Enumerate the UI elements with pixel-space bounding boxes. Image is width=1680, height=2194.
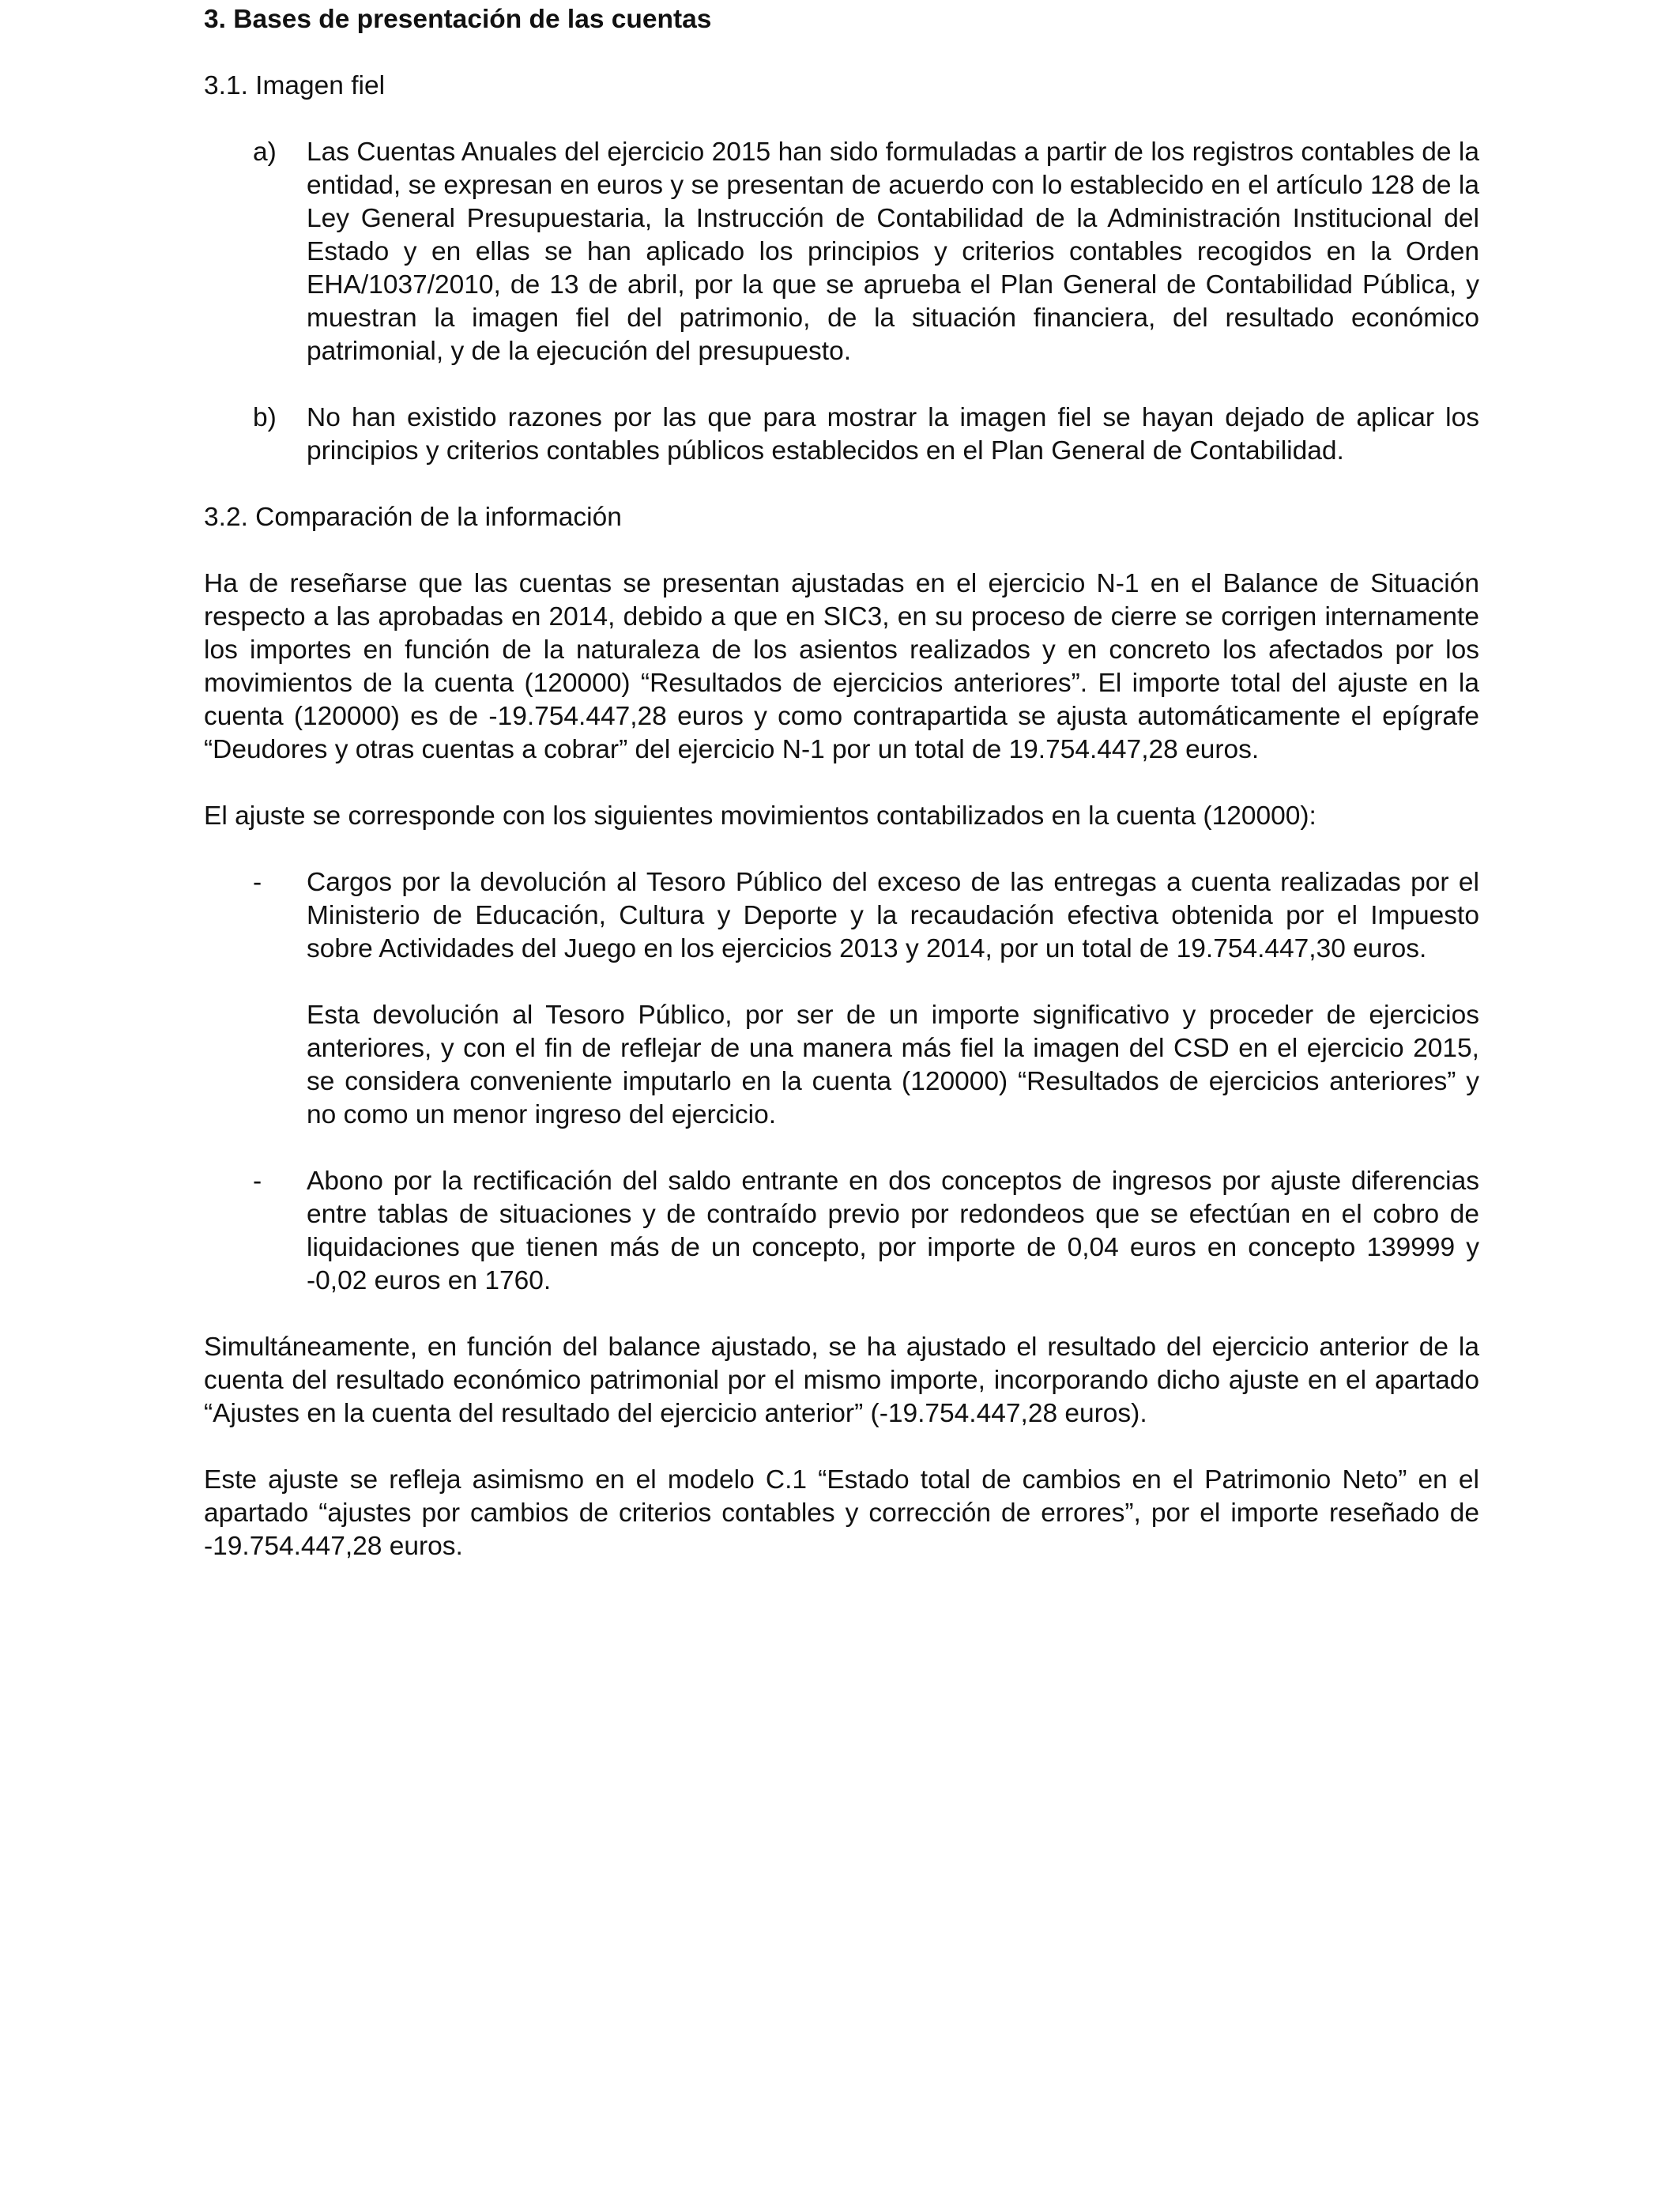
list-marker: b): [253, 403, 277, 432]
list-item-b: [204, 401, 1479, 468]
list-item-text: Abono por la rectificación del saldo entrante en dos conceptos de ingresos por ajuste diferencias entre tablas de situaciones y de contraído previo por redondeos que se efectúan en el cobro de liquidaciones que tienen más de un concepto, por importe de 0,04 euros en concepto 139999 y -0,02 euros en 1760.: [307, 1167, 1479, 1295]
list-marker: a): [253, 138, 277, 167]
list-item-a: [204, 136, 1479, 368]
list-item-text: No han existido razones por las que para mostrar la imagen fiel se hayan dejado de aplicar los principios y criterios contables públicos establecidos en el Plan General de Contabilidad.: [307, 403, 1479, 466]
list-item-cargos: [204, 866, 1479, 966]
document-page: [204, 0, 1479, 1563]
paragraph-intro: Ha de reseñarse que las cuentas se presentan ajustadas en el ejercicio N-1 en el Balance de Situación respecto a las aprobadas en 2014, debido a que en SIC3, en su proceso de cierre se corrigen internamente los importes en función de la naturaleza de los asientos realizados y en concreto los afectados por los movimientos de la cuenta (120000) “Resultados de ejercicios anteriores”. El importe total del ajuste en la cuenta (120000) es de -19.754.447,28 euros y como contrapartida se ajusta automáticamente el epígrafe “Deudores y otras cuentas a cobrar” del ejercicio N-1 por un total de 19.754.447,28 euros.: [204, 569, 1479, 764]
section-heading: 3. Bases de presentación de las cuentas: [204, 5, 712, 34]
paragraph-closing-2: Este ajuste se refleja asimismo en el modelo C.1 “Estado total de cambios en el Patrimonio Neto” en el apartado “ajustes por cambios de criterios contables y corrección de errores”, por el importe reseñado de -19.754.447,28 euros.: [204, 1465, 1479, 1561]
paragraph-lead: El ajuste se corresponde con los siguientes movimientos contabilizados en la cuenta (120000):: [204, 801, 1317, 831]
subsection-title-imagen-fiel: 3.1. Imagen fiel: [204, 71, 386, 100]
list-marker: -: [253, 1167, 262, 1196]
list-marker: -: [253, 868, 262, 897]
subsection-title-comparacion: 3.2. Comparación de la información: [204, 503, 622, 532]
list-item-abono: [204, 1165, 1479, 1298]
list-item-text: Las Cuentas Anuales del ejercicio 2015 han sido formuladas a partir de los registros contables de la entidad, se expresan en euros y se presentan de acuerdo con lo establecido en el artículo 128 de la Ley General Presupuestaria, la Instrucción de Contabilidad de la Administración Institucional del Estado y en ellas se han aplicado los principios y criterios contables recogidos en la Orden EHA/1037/2010, de 13 de abril, por la que se aprueba el Plan General de Contabilidad Pública, y muestran la imagen fiel del patrimonio, de la situación financiera, del resultado económico patrimonial, y de la ejecución del presupuesto.: [307, 138, 1479, 366]
list-item-continuation: Esta devolución al Tesoro Público, por ser de un importe significativo y proceder de ejercicios anteriores, y con el fin de reflejar de una manera más fiel la imagen del CSD en el ejercicio 2015, se considera conveniente imputarlo en la cuenta (120000) “Resultados de ejercicios anteriores” y no como un menor ingreso del ejercicio.: [307, 1001, 1479, 1129]
list-item-text: Cargos por la devolución al Tesoro Público del exceso de las entregas a cuenta realizadas por el Ministerio de Educación, Cultura y Deporte y la recaudación efectiva obtenida por el Impuesto sobre Actividades del Juego en los ejercicios 2013 y 2014, por un total de 19.754.447,30 euros.: [307, 868, 1479, 963]
paragraph-closing-1: Simultáneamente, en función del balance ajustado, se ha ajustado el resultado del ejercicio anterior de la cuenta del resultado económico patrimonial por el mismo importe, incorporando dicho ajuste en el apartado “Ajustes en la cuenta del resultado del ejercicio anterior” (-19.754.447,28 euros).: [204, 1333, 1479, 1428]
